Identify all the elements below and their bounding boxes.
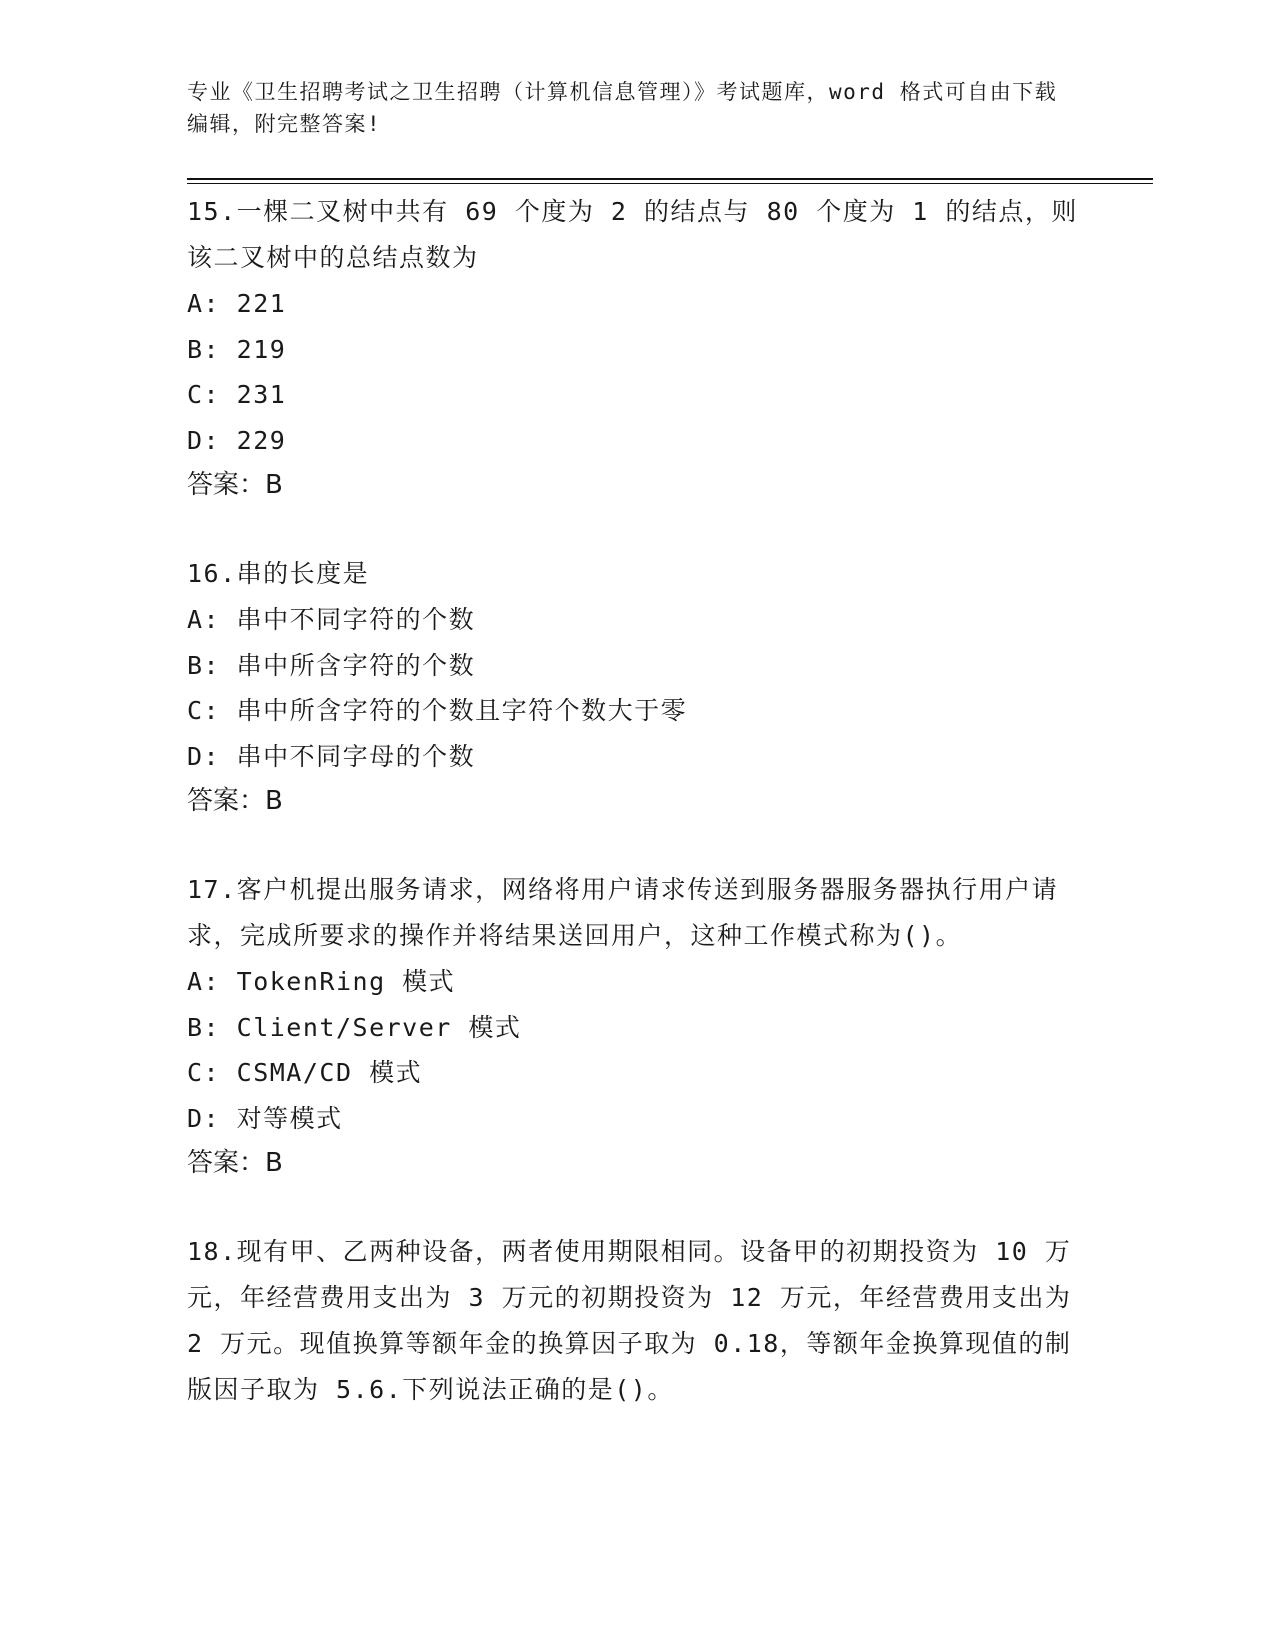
option-b: B: 串中所含字符的个数 [187,650,476,680]
question-15 [187,189,1087,507]
option-a: A: 串中不同字符的个数 [187,605,476,634]
header-divider-thin [187,183,1153,184]
option-c: C: 串中所含字符的个数且字符个数大于零 [187,696,688,725]
option-c: C: CSMA/CD 模式 [187,1058,423,1087]
question-text: 18.现有甲、乙两种设备，两者使用期限相同。设备甲的初期投资为 10 万元，年经营费用支出为 3 万元的初期投资为 12 万元，年经营费用支出为 2 万元。现值换算等额年金的换算因子取为 0.18，等额年金换算现值的制版因子取为 5.6.下列说法正确的是()。 [187,1237,1072,1404]
question-17 [187,867,1087,1185]
question-text: 16.串的长度是 [187,559,370,588]
option-a: A: TokenRing 模式 [187,967,456,996]
question-18 [187,1229,1087,1413]
answer: 答案：B [187,1148,283,1178]
question-16 [187,551,1087,823]
answer: 答案：B [187,786,283,816]
option-a: A: 221 [187,289,287,318]
option-d: D: 串中不同字母的个数 [187,741,476,771]
option-c: C: 231 [187,380,287,409]
option-b: B: 219 [187,334,287,364]
option-b: B: Client/Server 模式 [187,1012,522,1042]
document-header: 专业《卫生招聘考试之卫生招聘（计算机信息管理）》考试题库，word 格式可自由下载编辑，附完整答案! [187,80,1058,136]
answer: 答案：B [187,470,283,500]
header-divider-thick [187,178,1153,180]
option-d: D: 229 [187,425,287,455]
question-list [187,189,1087,1457]
question-text: 15.一棵二叉树中共有 69 个度为 2 的结点与 80 个度为 1 的结点，则该二叉树中的总结点数为 [187,197,1078,272]
question-text: 17.客户机提出服务请求，网络将用户请求传送到服务器服务器执行用户请求，完成所要求的操作并将结果送回用户，这种工作模式称为()。 [187,875,1059,950]
option-d: D: 对等模式 [187,1103,343,1133]
